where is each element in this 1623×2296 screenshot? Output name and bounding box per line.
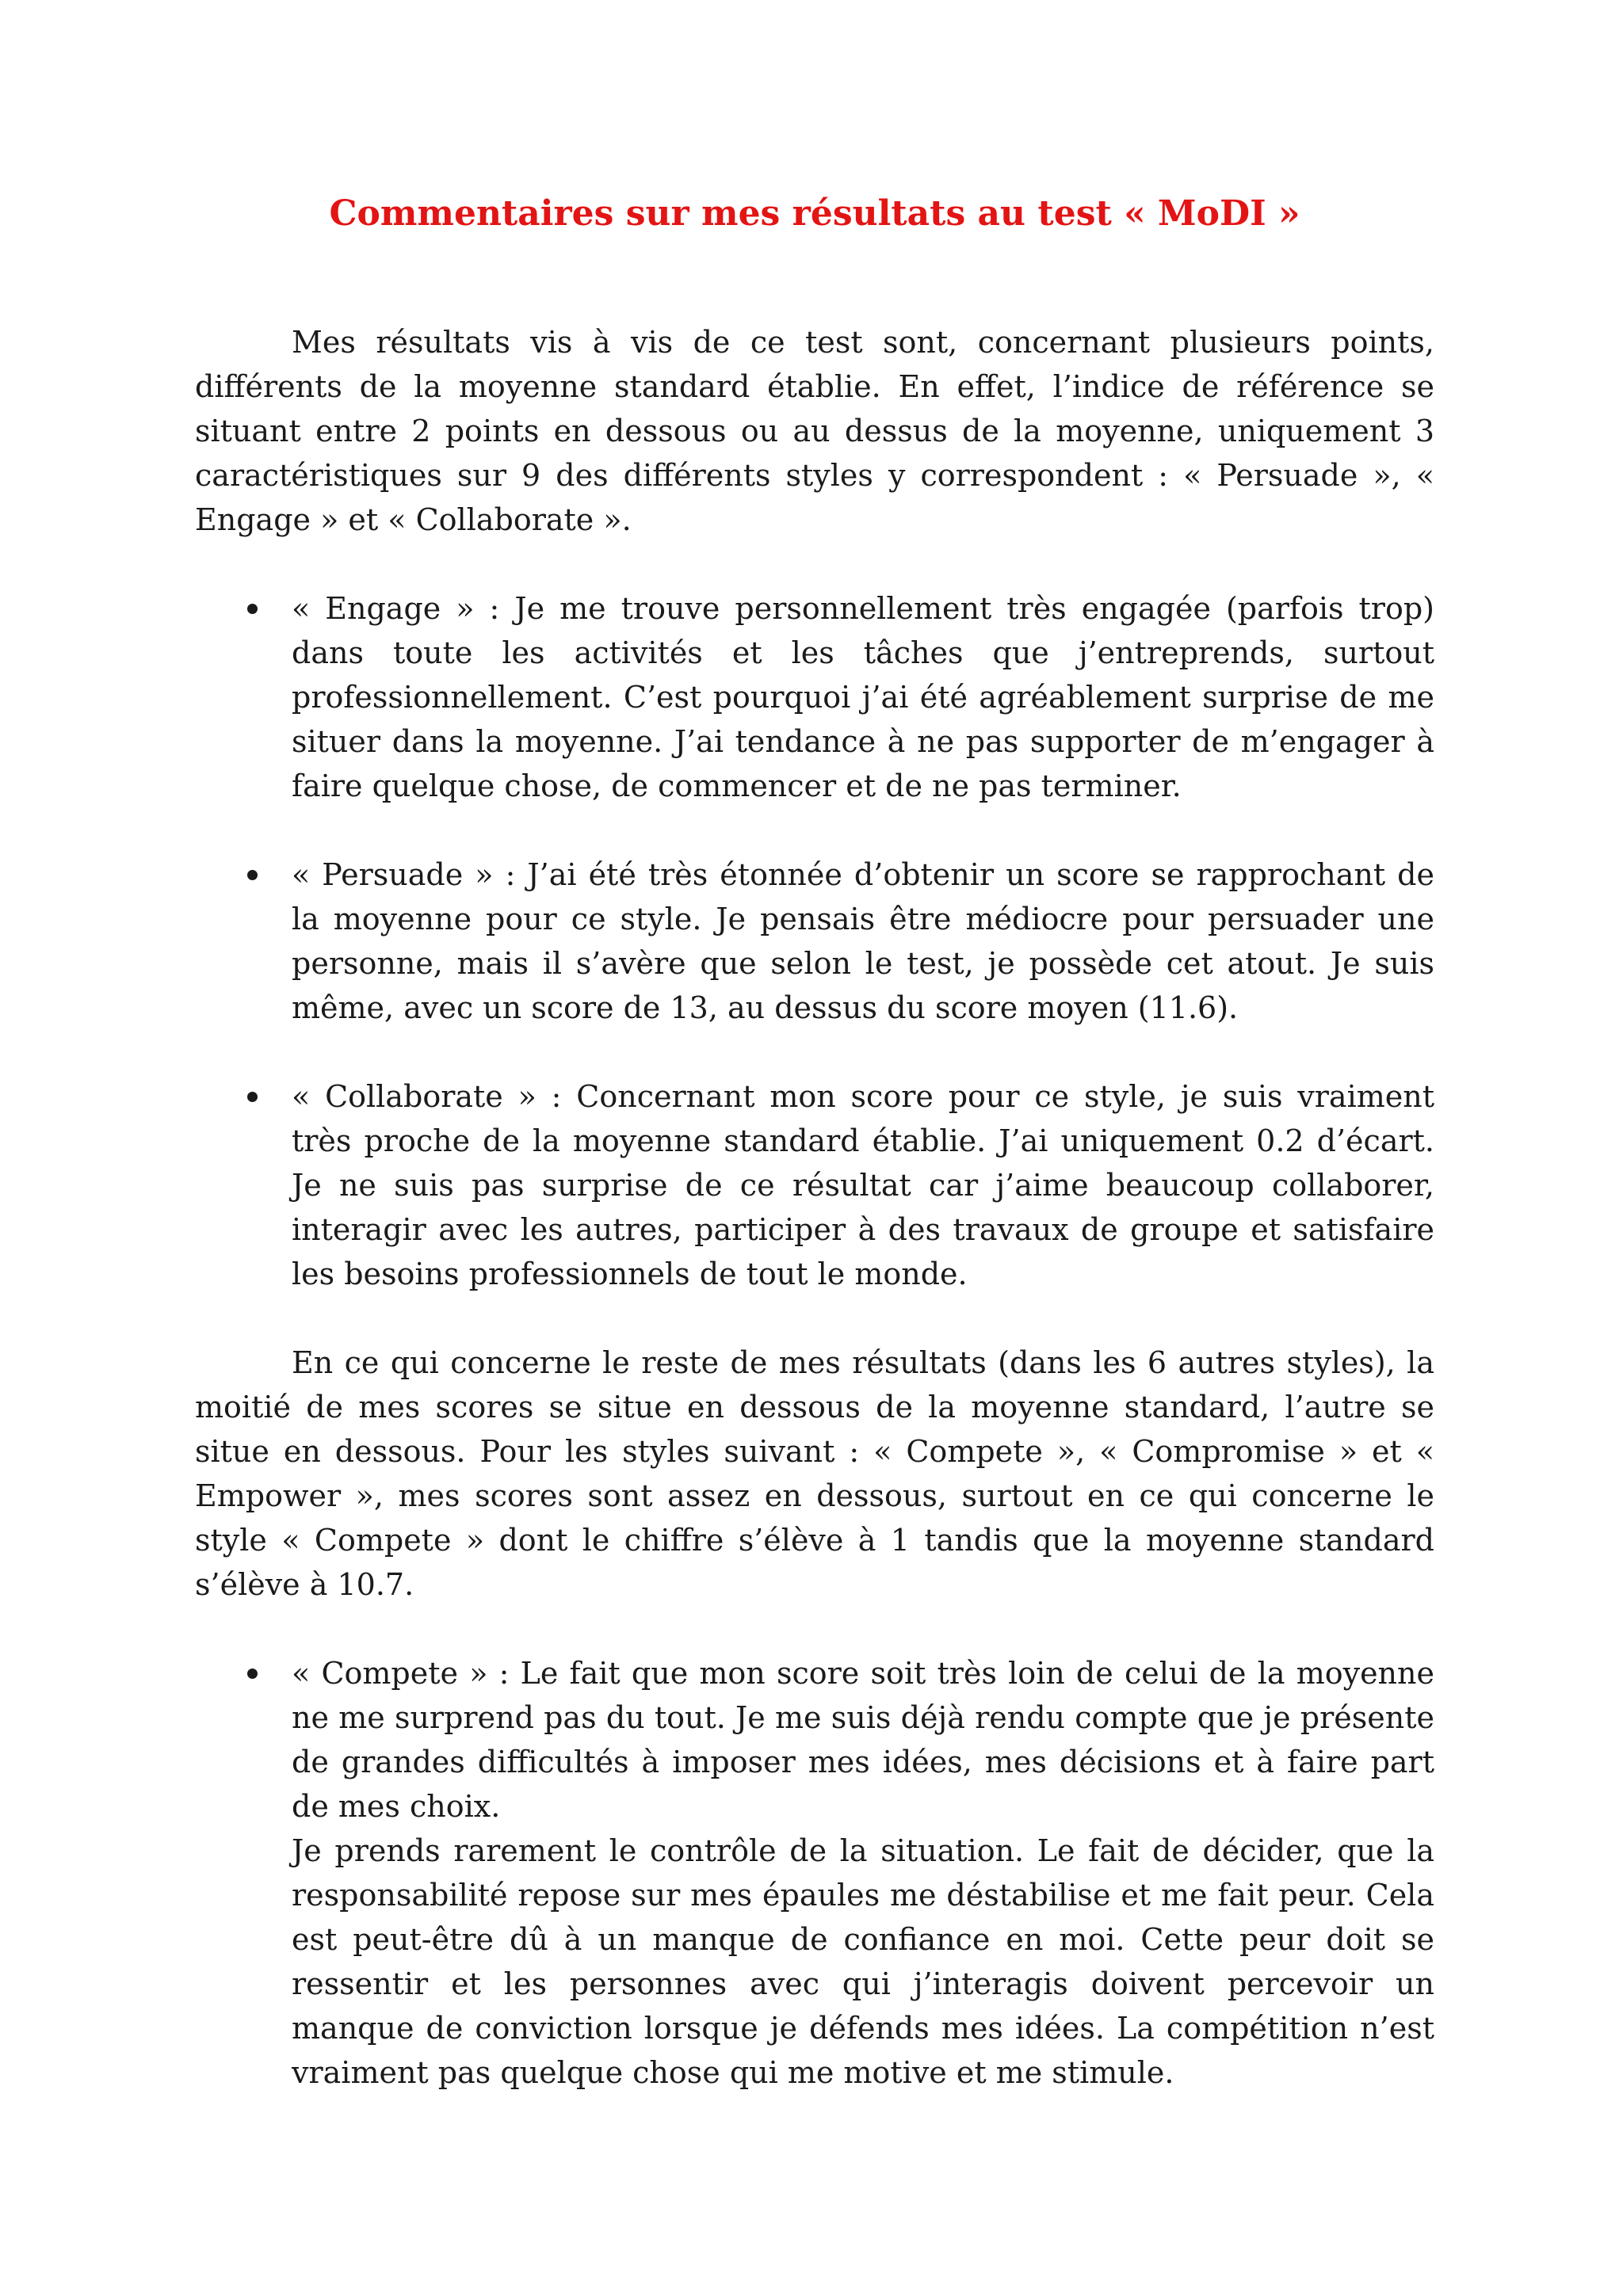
bullet-item-engage [195,586,1434,808]
bullet-icon [247,1092,258,1102]
document-body [195,320,1434,2139]
bullet-icon [247,870,258,880]
document-title: Commentaires sur mes résultats au test « MoDI » [329,193,1300,234]
bullet-text: « Persuade » : J’ai été très étonnée d’obtenir un score se rapprochant de la moyenne pour ce style. Je pensais être médiocre pour persuader une personne, mais il s’avère que selon le test, je possède cet atout. Je suis même, avec un score de 13, au dessus du score moyen (11.6). [292,857,1434,1025]
middle-paragraph: En ce qui concerne le reste de mes résultats (dans les 6 autres styles), la moitié de mes scores se situe en dessous de la moyenne standard, l’autre se situe en dessous. Pour les styles suivant : « Compete », « Compromise » et « Empower », mes scores sont assez en dessous, surtout en ce qui concerne le style « Compete » dont le chiffre s’élève à 1 tandis que la moyenne standard s’élève à 10.7. [195,1345,1434,1602]
bullet-continuation-text: Je prends rarement le contrôle de la situation. Le fait de décider, que la responsabilité repose sur mes épaules me déstabilise et me fait peur. Cela est peut-être dû à un manque de confiance en moi. Cette peur doit se ressentir et les personnes avec qui j’interagis doivent percevoir un manque de conviction lorsque je défends mes idées. La compétition n’est vraiment pas quelque chose qui me motive et me stimule. [292,1833,1434,2090]
bullet-text: « Compete » : Le fait que mon score soit très loin de celui de la moyenne ne me surprend pas du tout. Je me suis déjà rendu compte que je présente de grandes difficultés à imposer mes idées, mes décisions et à faire part de mes choix. [292,1656,1434,1824]
bullet-text: « Collaborate » : Concernant mon score pour ce style, je suis vraiment très proche de la moyenne standard établie. J’ai uniquement 0.2 d’écart. Je ne suis pas surprise de ce résultat car j’aime beaucoup collaborer, interagir avec les autres, participer à des travaux de groupe et satisfaire les besoins professionnels de tout le monde. [292,1079,1434,1291]
bullet-list-styles-in-average [195,586,1434,1296]
bullet-icon [247,1669,258,1679]
bullet-item-collaborate [195,1074,1434,1296]
bullet-item-compete [195,1651,1434,2095]
bullet-text: « Engage » : Je me trouve personnellement très engagée (parfois trop) dans toute les activités et les tâches que j’entreprends, surtout professionnellement. C’est pourquoi j’ai été agréablement surprise de me situer dans la moyenne. J’ai tendance à ne pas supporter de m’engager à faire quelque chose, de commencer et de ne pas terminer. [292,591,1434,803]
bullet-item-persuade [195,852,1434,1030]
intro-paragraph: Mes résultats vis à vis de ce test sont, concernant plusieurs points, différents de la moyenne standard établie. En effet, l’indice de référence se situant entre 2 points en dessous ou au dessus de la moyenne, uniquement 3 caractéristiques sur 9 des différents styles y correspondent : « Persuade », « Engage » et « Collaborate ». [195,325,1434,537]
bullet-list-styles-below-average [195,1651,1434,2095]
bullet-icon [247,604,258,614]
